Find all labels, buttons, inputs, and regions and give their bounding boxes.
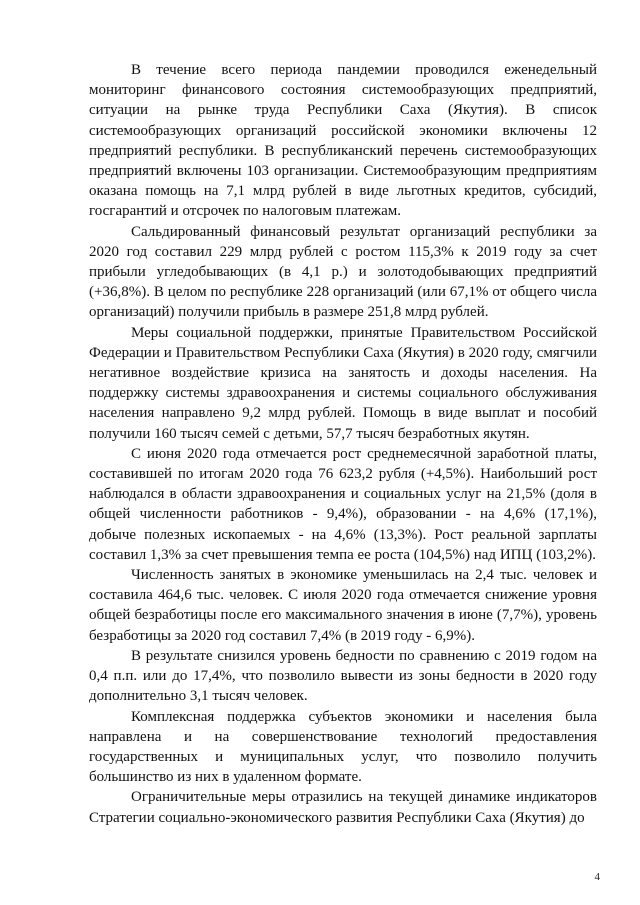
document-body [89,60,597,828]
paragraph: В результате снизился уровень бедности по сравнению с 2019 годом на 0,4 п.п. или до 17,4%, что позволило вывести из зоны бедности в 2020 году дополнительно 3,1 тысяч человек. [89,647,597,705]
paragraph: Численность занятых в экономике уменьшилась на 2,4 тыс. человек и составила 464,6 тыс. человек. С июля 2020 года отмечается снижение уровня общей безработицы после его максимального значения в июне (7,7%), уровень безработицы за 2020 год составил 7,4% (в 2019 году - 6,9%). [89,567,597,644]
paragraph: Меры социальной поддержки, принятые Правительством Российской Федерации и Правительством Республики Саха (Якутия) в 2020 году, смягчили негативное воздействие кризиса на занятость и доходы населения. На поддержку системы здравоохранения и системы социального обслуживания населения направлено 9,2 млрд рублей. Помощь в виде выплат и пособий получили 160 тысяч семей с детьми, 57,7 тысяч безработных якутян. [89,324,597,442]
paragraph: Комплексная поддержка субъектов экономики и населения была направлена и на совершенствование технологий предоставления государственных и муниципальных услуг, что позволило получить большинство из них в удаленном формате. [89,708,597,786]
paragraph: Ограничительные меры отразились на текущей динамике индикаторов Стратегии социально-экономического развития Республики Саха (Якутия) до [89,789,597,826]
paragraph: В течение всего периода пандемии проводился еженедельный мониторинг финансового состояния системообразующих предприятий, ситуации на рынке труда Республики Саха (Якутия). В список системообразующих организаций российской экономики включены 12 предприятий республики. В республиканский перечень системообразующих предприятий включены 103 организации. Системообразующим предприятиям оказана помощь на 7,1 млрд рублей в виде льготных кредитов, субсидий, госгарантий и отсрочек по налоговым платежам. [89,62,597,220]
paragraph: Сальдированный финансовый результат организаций республики за 2020 год составил 229 млрд рублей с ростом 115,3% к 2019 году за счет прибыли угледобывающих (в 4,1 р.) и золотодобывающих предприятий (+36,8%). В целом по республике 228 организаций (или 67,1% от общего числа организаций) получили прибыль в размере 251,8 млрд рублей. [89,223,597,321]
paragraph: С июня 2020 года отмечается рост среднемесячной заработной платы, составившей по итогам 2020 года 76 623,2 рубля (+4,5%). Наибольший рост наблюдался в области здравоохранения и социальных услуг на 21,5% (доля в общей численности работников - 9,4%), образовании - на 4,6% (17,1%), добыче полезных ископаемых - на 4,6% (13,3%). Рост реальной зарплаты составил 1,3% за счет превышения темпа ее роста (104,5%) над ИПЦ (103,2%). [89,445,597,563]
page-number: 4 [594,871,600,883]
